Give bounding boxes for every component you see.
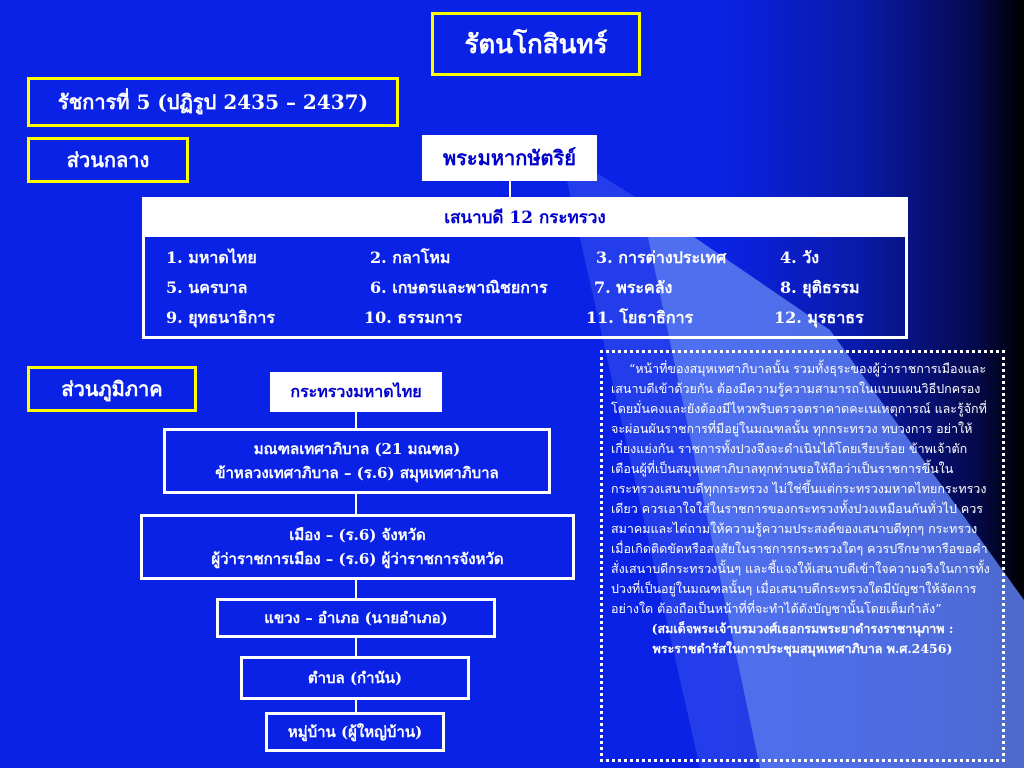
connector-line [509,181,511,197]
ministry-item: 8. ยุติธรรม [780,278,860,297]
ministry-item: 7. พระคลัง [594,278,673,297]
ministry-item: 6. เกษตรและพาณิชยการ [370,278,548,297]
monthon-line1: มณฑลเทศาภิบาล (21 มณฑล) [253,440,461,458]
page-title: รัตนโกสินทร์ [431,12,641,76]
ministry-item: 9. ยุทธนาธิการ [166,308,275,327]
quote-box [600,350,1005,762]
central-label: ส่วนกลาง [27,137,189,183]
interior-ministry-box: กระทรวงมหาดไทย [270,372,442,412]
ministry-item: 12. มุรธาธร [774,308,864,327]
quote-reference-line2: พระราชดำรัสในการประชุมสมุหเทศาภิบาล พ.ศ.2456) [652,641,953,656]
regional-label: ส่วนภูมิภาค [27,366,197,412]
ministry-item: 3. การต่างประเทศ [596,248,727,267]
quote-text: “หน้าที่ของสมุหเทศาภิบาลนั้น รวมทั้งธุระของผู้ว่าราชการเมืองและเสนาบดีเข้าด้วยกัน ต้องมีความรู้ความสามารถในแบบแผนวิธีปกครอง โดยมั่นคงและยังต้องมีไหวพริบตรวจตราคาดคะเนเหตุการณ์ และรู้จักที่จะผ่อนผันราชการที่มีอยู่ในมณฑลนั้น ทุกกระทรวง ทบวงการ อย่าให้เกี่ยงแย่งกัน ราชการทั้งปวงจึงจะดำเนินได้โดยเรียบร้อย ข้าพเจ้าตักเตือนผู้ที่เป็นสมุหเทศาภิบาลทุกท่านขอให้ถือว่าเป็นราชการขึ้นในกระทรวงเสนาบดีทุกกระทรวง ไม่ใช่ขึ้นแต่กระทรวงมหาดไทยกระทรวงเดียว ควรเอาใจใส่ในราชการของกระทรวงทั้งปวงเหมือนกันทั่วไป ควรสมาคมและไต่ถามให้ความรู้ความประสงค์ของเสนาบดีทุกๆ กระทรวง เมื่อเกิดติดขัดหรือสงสัยในราชการกระทรวงใดๆ ควรปรึกษาหารือขอคำสั่งเสนาบดีกระทรวงนั้นๆ และชี้แจงให้เสนาบดีเข้าใจความจริงในการทั้งปวงที่เป็นอยู่ในมณฑลนั้นๆ เมื่อเสนาบดีกระทรวงใดมีบัญชาให้จัดการอย่างใด ต้องถือเป็นหน้าที่ที่จะทำได้ดังบัญชานั้นโดยเต็มกำลัง” [611,361,990,616]
reign-label: รัชการที่ 5 (ปฏิรูป 2435 – 2437) [27,77,399,127]
monthon-line2: ข้าหลวงเทศาภิบาล – (ร.6) สมุหเทศาภิบาล [215,464,499,482]
connector-line [355,700,357,712]
connector-line [355,580,357,598]
quote-reference-line1: (สมเด็จพระเจ้าบรมวงศ์เธอกรมพระยาดำรงราชานุภาพ : [651,621,954,636]
ministry-item: 2. กลาโหม [370,248,451,267]
mueang-line2: ผู้ว่าราชการเมือง – (ร.6) ผู้ว่าราชการจังหวัด [211,550,504,568]
mueang-line1: เมือง – (ร.6) จังหวัด [289,526,426,544]
ministry-item: 1. มหาดไทย [166,248,257,267]
mueang-box [140,514,575,580]
ministry-item: 10. ธรรมการ [364,308,463,327]
monthon-box [163,428,551,494]
khwaeng-box: แขวง – อำเภอ (นายอำเภอ) [216,598,496,638]
king-box: พระมหากษัตริย์ [422,135,597,181]
ministry-item: 5. นครบาล [166,278,248,297]
ministry-item: 11. โยธาธิการ [586,308,694,327]
muban-box: หมู่บ้าน (ผู้ใหญ่บ้าน) [265,712,445,752]
connector-line [355,494,357,514]
ministry-item: 4. วัง [780,248,820,267]
senabodi-header: เสนาบดี 12 กระทรวง [142,197,908,237]
tambon-box: ตำบล (กำนัน) [240,656,470,700]
connector-line [355,412,357,428]
connector-line [355,638,357,656]
